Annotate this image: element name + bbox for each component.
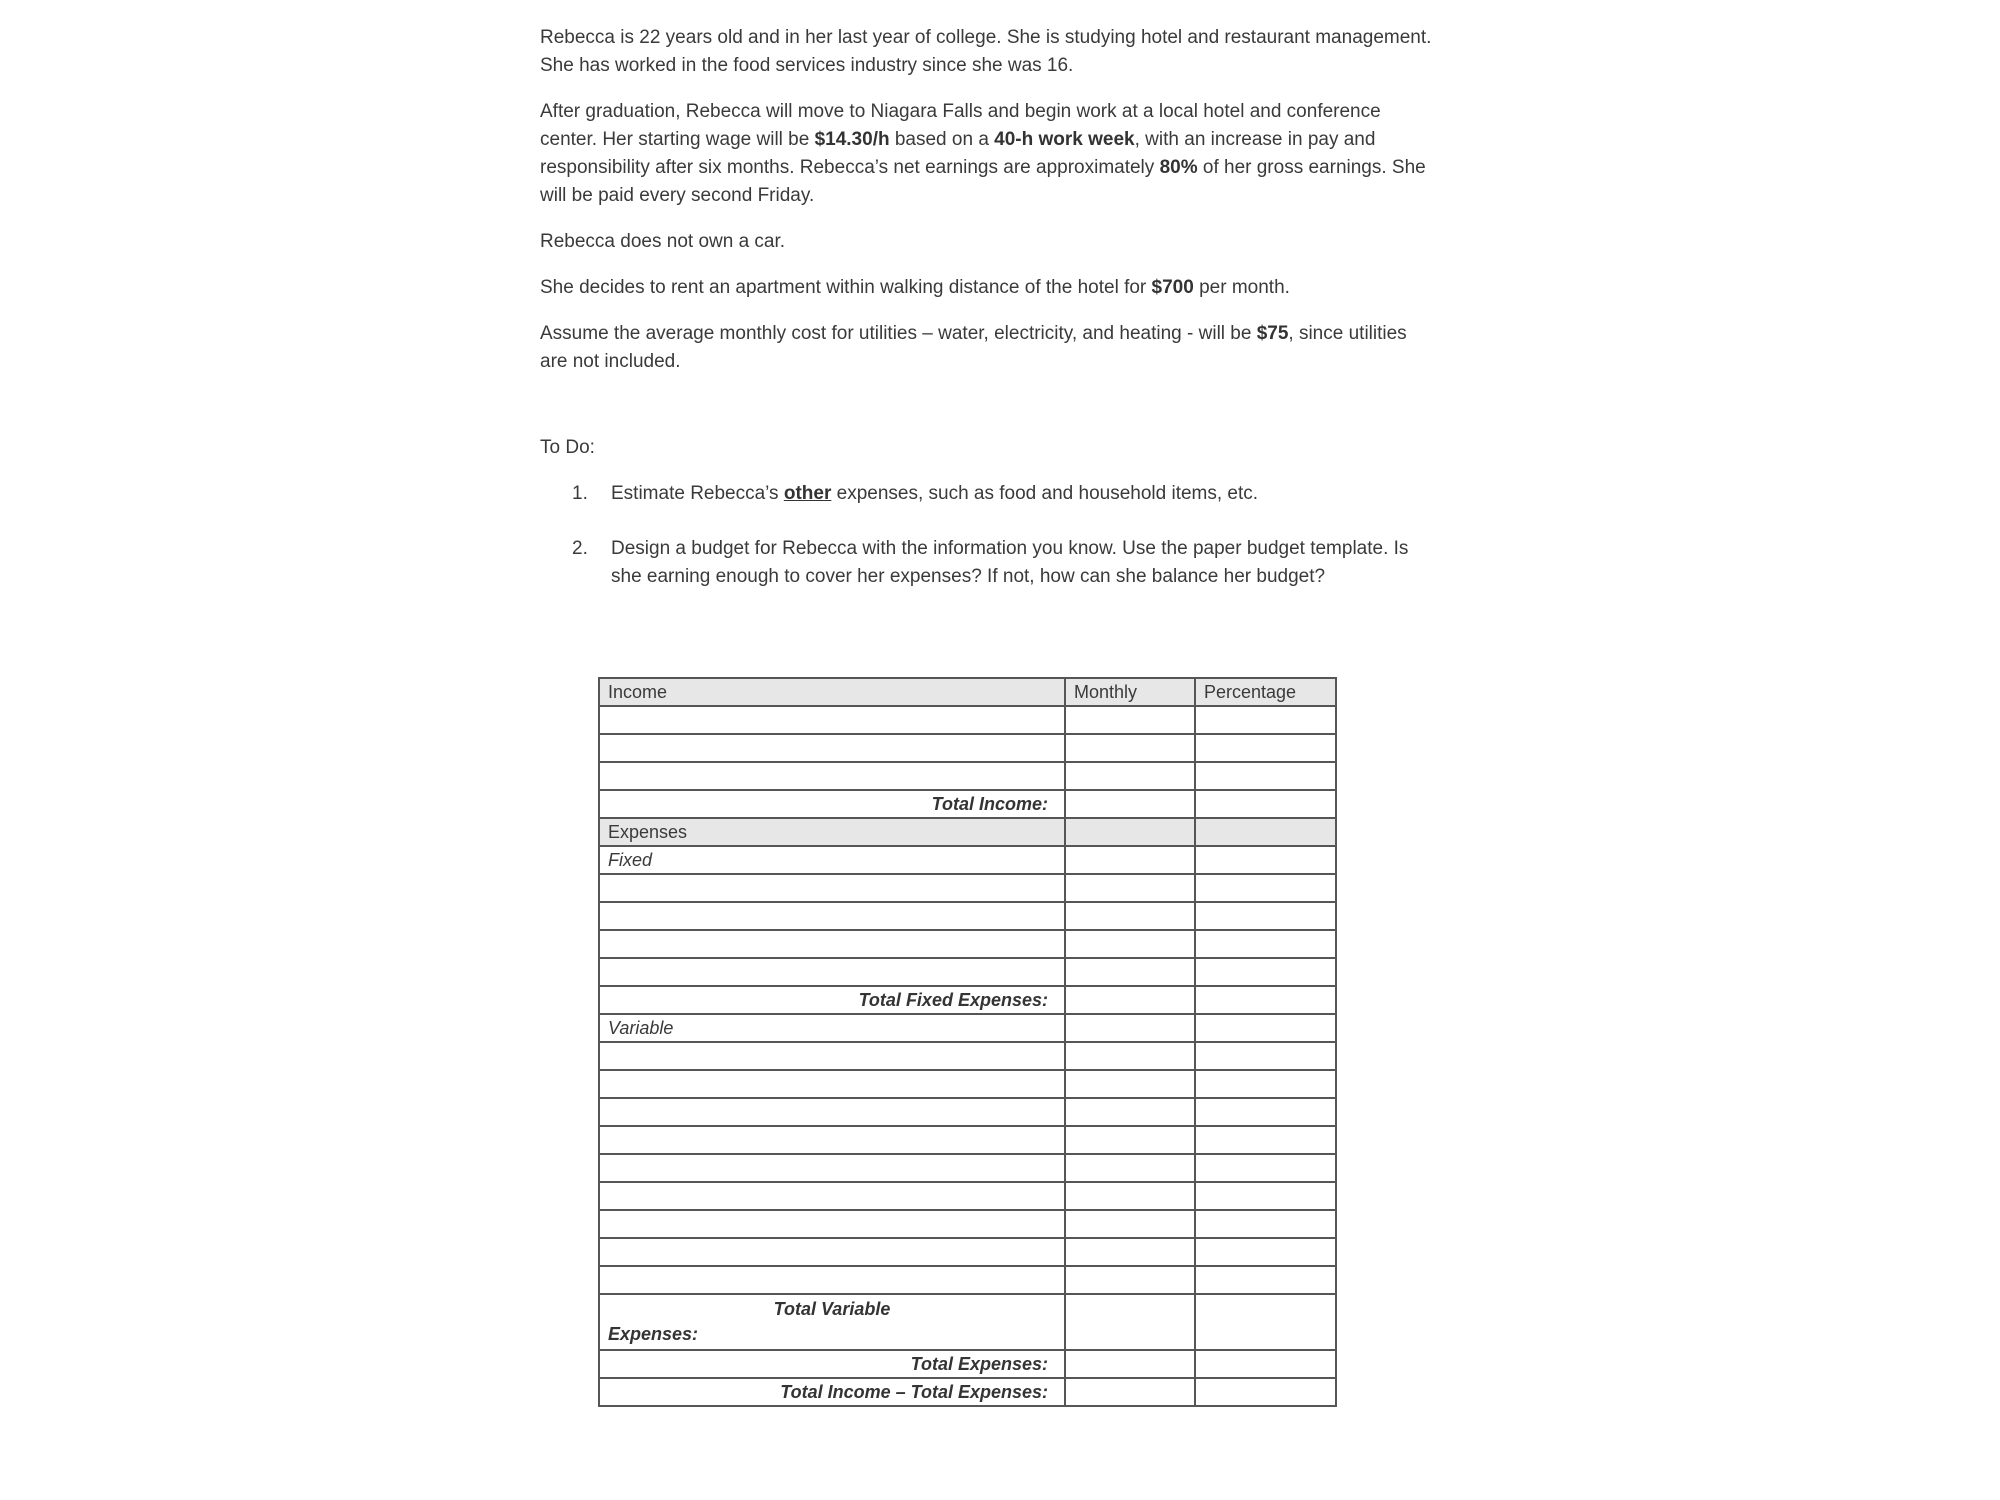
monthly-value-cell xyxy=(1065,1042,1195,1070)
percentage-value-cell xyxy=(1195,846,1336,874)
percentage-value-cell xyxy=(1195,1098,1336,1126)
percentage-value-cell xyxy=(1195,1294,1336,1350)
table-row xyxy=(599,1182,1336,1210)
text-segment: $700 xyxy=(1151,277,1194,298)
worksheet-text-block xyxy=(540,24,1480,618)
text-line xyxy=(540,320,1480,348)
table-label-cell xyxy=(599,874,1065,902)
table-header-percentage: Percentage xyxy=(1195,678,1336,706)
percentage-value-cell xyxy=(1195,1042,1336,1070)
monthly-value-cell xyxy=(1065,1294,1195,1350)
table-label-cell: Expenses xyxy=(599,818,1065,846)
table-row xyxy=(599,1378,1336,1406)
table-row xyxy=(599,734,1336,762)
monthly-value-cell xyxy=(1065,706,1195,734)
text-segment: she earning enough to cover her expenses? If not, how can she balance her budget? xyxy=(611,566,1326,587)
table-label-cell xyxy=(599,958,1065,986)
text-segment: Estimate Rebecca’s xyxy=(611,483,784,504)
percentage-value-cell xyxy=(1195,706,1336,734)
table-label-cell xyxy=(599,1182,1065,1210)
monthly-value-cell xyxy=(1065,846,1195,874)
table-label-cell xyxy=(599,1126,1065,1154)
table-row xyxy=(599,874,1336,902)
table-row xyxy=(599,1238,1336,1266)
todo-item-text xyxy=(611,480,1480,508)
table-label-cell xyxy=(599,930,1065,958)
table-label-cell xyxy=(599,1210,1065,1238)
todo-heading: To Do: xyxy=(540,437,595,458)
table-label-cell xyxy=(599,734,1065,762)
monthly-value-cell xyxy=(1065,1014,1195,1042)
percentage-value-cell xyxy=(1195,1182,1336,1210)
text-line xyxy=(540,24,1480,52)
text-line xyxy=(540,126,1480,154)
monthly-value-cell xyxy=(1065,1126,1195,1154)
monthly-value-cell xyxy=(1065,1210,1195,1238)
table-label-cell xyxy=(599,1154,1065,1182)
table-row xyxy=(599,1350,1336,1378)
text-line xyxy=(611,535,1480,563)
intro-paragraph xyxy=(540,274,1480,302)
percentage-value-cell xyxy=(1195,902,1336,930)
table-label-cell xyxy=(599,1042,1065,1070)
monthly-value-cell xyxy=(1065,762,1195,790)
text-segment: based on a xyxy=(889,129,995,150)
intro-paragraphs xyxy=(540,24,1480,376)
todo-item-number: 2. xyxy=(572,538,588,559)
percentage-value-cell xyxy=(1195,986,1336,1014)
table-row xyxy=(599,1098,1336,1126)
monthly-value-cell xyxy=(1065,1266,1195,1294)
percentage-value-cell xyxy=(1195,1350,1336,1378)
table-label-cell xyxy=(599,706,1065,734)
monthly-value-cell xyxy=(1065,734,1195,762)
table-label-cell xyxy=(599,762,1065,790)
budget-table xyxy=(598,677,1337,1407)
text-line xyxy=(540,348,1480,376)
table-row xyxy=(599,958,1336,986)
table-row xyxy=(599,846,1336,874)
todo-item-number: 1. xyxy=(572,483,588,504)
text-line xyxy=(540,228,1480,256)
monthly-value-cell xyxy=(1065,902,1195,930)
percentage-value-cell xyxy=(1195,1014,1336,1042)
percentage-value-cell xyxy=(1195,874,1336,902)
text-segment: Assume the average monthly cost for utilities – water, electricity, and heating - will be xyxy=(540,323,1257,344)
table-label-cell xyxy=(599,1238,1065,1266)
monthly-value-cell xyxy=(1065,1350,1195,1378)
intro-paragraph xyxy=(540,24,1480,80)
table-row xyxy=(599,1210,1336,1238)
text-segment: responsibility after six months. Rebecca’s net earnings are approximately xyxy=(540,157,1160,178)
monthly-value-cell xyxy=(1065,1238,1195,1266)
text-line xyxy=(540,274,1480,302)
percentage-value-cell xyxy=(1195,930,1336,958)
table-row xyxy=(599,1266,1336,1294)
table-row xyxy=(599,790,1336,818)
monthly-value-cell xyxy=(1065,986,1195,1014)
total-variable-line1: Total Variable xyxy=(773,1299,891,1319)
intro-paragraph xyxy=(540,228,1480,256)
text-segment: $14.30/h xyxy=(814,129,890,150)
table-label-cell xyxy=(599,902,1065,930)
text-segment: of her gross earnings. She xyxy=(1197,157,1426,178)
table-header-row xyxy=(599,678,1336,706)
percentage-value-cell xyxy=(1195,1070,1336,1098)
text-segment: Design a budget for Rebecca with the information you know. Use the paper budget template. Is xyxy=(611,538,1409,559)
table-row xyxy=(599,762,1336,790)
text-line xyxy=(540,182,1480,210)
table-label-cell xyxy=(599,1294,1065,1350)
todo-item-text xyxy=(611,535,1480,591)
monthly-value-cell xyxy=(1065,1098,1195,1126)
total-variable-line2: Expenses: xyxy=(608,1324,699,1344)
text-line xyxy=(540,52,1480,80)
text-segment: will be paid every second Friday. xyxy=(540,185,815,206)
monthly-value-cell xyxy=(1065,958,1195,986)
monthly-value-cell xyxy=(1065,1378,1195,1406)
text-segment: are not included. xyxy=(540,351,681,372)
table-row xyxy=(599,706,1336,734)
table-label-cell: Total Expenses: xyxy=(599,1350,1065,1378)
text-segment: per month. xyxy=(1193,277,1290,298)
text-segment: center. Her starting wage will be xyxy=(540,129,815,150)
table-row xyxy=(599,1154,1336,1182)
percentage-value-cell xyxy=(1195,1378,1336,1406)
monthly-value-cell xyxy=(1065,874,1195,902)
text-segment: $75 xyxy=(1256,323,1289,344)
percentage-value-cell xyxy=(1195,818,1336,846)
table-label-cell xyxy=(599,1266,1065,1294)
text-segment: She decides to rent an apartment within walking distance of the hotel for xyxy=(540,277,1152,298)
percentage-value-cell xyxy=(1195,1126,1336,1154)
intro-paragraph xyxy=(540,98,1480,210)
monthly-value-cell xyxy=(1065,1070,1195,1098)
todo-list xyxy=(540,480,1480,591)
table-label-cell: Variable xyxy=(599,1014,1065,1042)
text-segment: After graduation, Rebecca will move to Niagara Falls and begin work at a local hotel and conference xyxy=(540,101,1381,122)
table-label-cell: Fixed xyxy=(599,846,1065,874)
monthly-value-cell xyxy=(1065,1182,1195,1210)
table-label-cell: Total Fixed Expenses: xyxy=(599,986,1065,1014)
percentage-value-cell xyxy=(1195,790,1336,818)
text-segment: expenses, such as food and household items, etc. xyxy=(831,483,1259,504)
monthly-value-cell xyxy=(1065,790,1195,818)
text-segment: 80% xyxy=(1159,157,1198,178)
table-label-cell: Total Income – Total Expenses: xyxy=(599,1378,1065,1406)
percentage-value-cell xyxy=(1195,762,1336,790)
table-label-cell: Total Income: xyxy=(599,790,1065,818)
table-row xyxy=(599,902,1336,930)
percentage-value-cell xyxy=(1195,1154,1336,1182)
todo-item xyxy=(540,480,1480,508)
table-label-cell xyxy=(599,1098,1065,1126)
percentage-value-cell xyxy=(1195,1238,1336,1266)
table-row xyxy=(599,986,1336,1014)
text-line xyxy=(540,98,1480,126)
text-line xyxy=(611,563,1480,591)
monthly-value-cell xyxy=(1065,818,1195,846)
todo-item xyxy=(540,535,1480,591)
text-line xyxy=(540,154,1480,182)
table-label-cell xyxy=(599,1070,1065,1098)
monthly-value-cell xyxy=(1065,1154,1195,1182)
percentage-value-cell xyxy=(1195,958,1336,986)
table-row xyxy=(599,1126,1336,1154)
percentage-value-cell xyxy=(1195,1266,1336,1294)
text-segment: Rebecca does not own a car. xyxy=(540,231,786,252)
table-row xyxy=(599,1042,1336,1070)
intro-paragraph xyxy=(540,320,1480,376)
table-header-monthly: Monthly xyxy=(1065,678,1195,706)
text-segment: , since utilities xyxy=(1288,323,1407,344)
text-segment: Rebecca is 22 years old and in her last year of college. She is studying hotel and restaurant management. xyxy=(540,27,1432,48)
table-row xyxy=(599,930,1336,958)
percentage-value-cell xyxy=(1195,734,1336,762)
table-row xyxy=(599,1294,1336,1350)
table-row xyxy=(599,1014,1336,1042)
percentage-value-cell xyxy=(1195,1210,1336,1238)
text-line xyxy=(611,480,1480,508)
table-header-income: Income xyxy=(599,678,1065,706)
text-segment: She has worked in the food services industry since she was 16. xyxy=(540,55,1074,76)
text-segment: 40-h work week xyxy=(994,129,1135,150)
text-segment: , with an increase in pay and xyxy=(1134,129,1376,150)
table-row xyxy=(599,818,1336,846)
table-row xyxy=(599,1070,1336,1098)
text-segment: other xyxy=(783,483,832,504)
monthly-value-cell xyxy=(1065,930,1195,958)
